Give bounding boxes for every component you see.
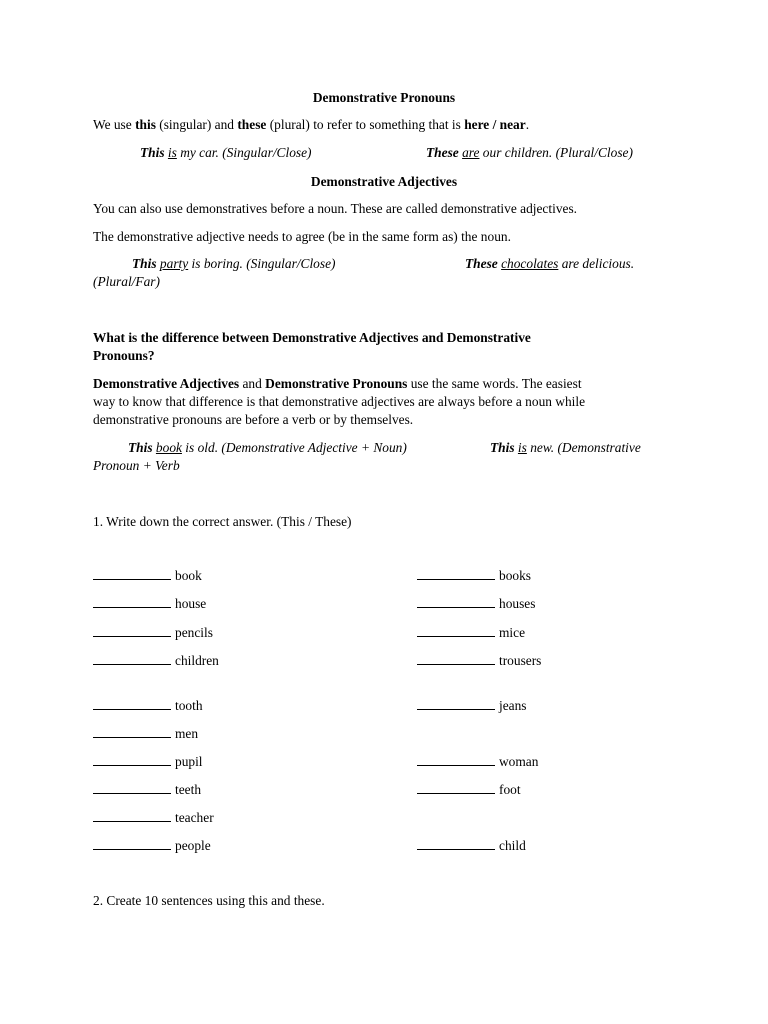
exercise-word: houses — [499, 596, 536, 611]
exercise-word: pencils — [175, 625, 213, 640]
exercise-item — [93, 753, 203, 770]
answer-blank[interactable] — [417, 782, 495, 794]
exercise-item — [93, 697, 203, 714]
exercise-item — [417, 781, 521, 798]
exercise-item — [93, 781, 201, 798]
exercise-item — [93, 567, 202, 584]
difference-line-2: way to know that difference is that demonstrative adjectives are always before a noun while — [93, 394, 586, 409]
example-3-continuation: Pronoun + Verb — [93, 458, 180, 473]
exercise-item — [93, 624, 213, 641]
example-1-left: This is my car. (Singular/Close) — [140, 145, 312, 160]
answer-blank[interactable] — [93, 596, 171, 608]
exercise-item — [417, 753, 538, 770]
exercise-word: children — [175, 653, 219, 668]
answer-blank[interactable] — [417, 568, 495, 580]
exercise-item — [417, 697, 527, 714]
answer-blank[interactable] — [417, 698, 495, 710]
difference-line-1: Demonstrative Adjectives and Demonstrative Pronouns use the same words. The easiest — [93, 376, 582, 391]
exercise-word: mice — [499, 625, 526, 640]
exercise-word: book — [175, 568, 202, 583]
example-2-left: This party is boring. (Singular/Close) — [132, 256, 336, 271]
task-1-instruction: 1. Write down the correct answer. (This / These) — [93, 514, 352, 529]
answer-blank[interactable] — [93, 698, 171, 710]
exercise-word: pupil — [175, 754, 203, 769]
intro-text: We use — [93, 117, 136, 132]
adjective-paragraph-1: You can also use demonstratives before a noun. These are called demonstrative adjectives. — [93, 201, 578, 216]
exercise-item — [417, 624, 525, 641]
exercise-item — [417, 595, 535, 612]
answer-blank[interactable] — [417, 596, 495, 608]
answer-blank[interactable] — [93, 754, 171, 766]
intro-text: (singular) and — [155, 117, 238, 132]
answer-blank[interactable] — [93, 625, 171, 637]
example-2-right: These chocolates are delicious. — [465, 256, 635, 271]
answer-blank[interactable] — [93, 653, 171, 665]
exercise-word: jeans — [499, 698, 527, 713]
answer-blank[interactable] — [93, 810, 171, 822]
intro-paragraph — [93, 116, 672, 133]
exercise-word: foot — [499, 782, 521, 797]
exercise-word: teeth — [175, 782, 202, 797]
question-heading-line-1: What is the difference between Demonstrative Adjectives and Demonstrative — [93, 330, 531, 345]
answer-blank[interactable] — [93, 782, 171, 794]
intro-these: these — [237, 117, 267, 132]
exercise-word: child — [499, 838, 526, 853]
exercise-item — [93, 837, 211, 854]
exercise-word: house — [175, 596, 207, 611]
exercise-word: men — [175, 726, 199, 741]
difference-line-3: demonstrative pronouns are before a verb or by themselves. — [93, 412, 414, 427]
answer-blank[interactable] — [93, 726, 171, 738]
answer-blank[interactable] — [417, 754, 495, 766]
answer-blank[interactable] — [417, 653, 495, 665]
answer-blank[interactable] — [93, 838, 171, 850]
exercise-word: trousers — [499, 653, 542, 668]
page-title: Demonstrative Pronouns — [312, 90, 456, 105]
exercise-item — [93, 725, 198, 742]
example-3-left: This book is old. (Demonstrative Adjective + Noun) — [128, 440, 407, 455]
intro-text: (plural) to refer to something that is — [266, 117, 465, 132]
task-2-instruction: 2. Create 10 sentences using this and these. — [93, 893, 325, 908]
exercise-word: people — [175, 838, 211, 853]
exercise-item — [417, 652, 541, 669]
example-3-right: This is new. (Demonstrative — [490, 440, 641, 455]
exercise-item — [93, 809, 214, 826]
exercise-item — [93, 652, 219, 669]
exercise-item — [417, 837, 526, 854]
exercise-word: books — [499, 568, 531, 583]
exercise-word: tooth — [175, 698, 203, 713]
intro-text: . — [525, 117, 530, 132]
exercise-word: teacher — [175, 810, 214, 825]
intro-this: this — [135, 117, 156, 132]
adjective-paragraph-2: The demonstrative adjective needs to agree (be in the same form as) the noun. — [93, 229, 511, 244]
answer-blank[interactable] — [93, 568, 171, 580]
exercise-item — [93, 595, 206, 612]
exercise-word: woman — [499, 754, 539, 769]
section-title: Demonstrative Adjectives — [310, 174, 458, 189]
intro-here-near: here / near — [464, 117, 526, 132]
exercise-item — [417, 567, 531, 584]
answer-blank[interactable] — [417, 625, 495, 637]
example-1-right: These are our children. (Plural/Close) — [426, 145, 633, 160]
answer-blank[interactable] — [417, 838, 495, 850]
example-2-continuation: (Plural/Far) — [93, 274, 160, 289]
question-heading-line-2: Pronouns? — [93, 348, 155, 363]
